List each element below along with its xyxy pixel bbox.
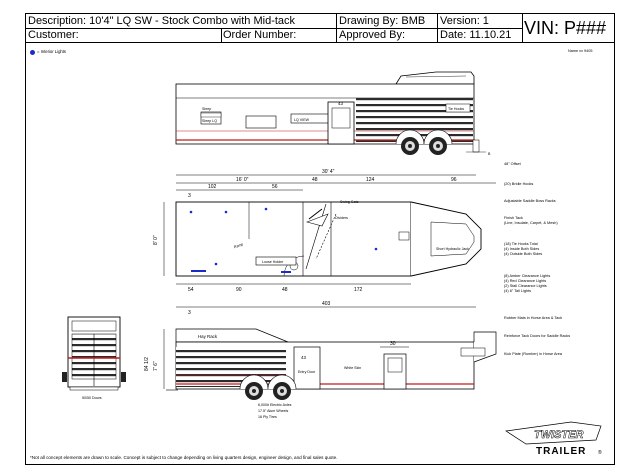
trailer-drawings — [26, 14, 616, 466]
floor-plan — [153, 169, 496, 293]
dim-section-k: 90 — [236, 287, 242, 293]
dim-side-height: 7' 6" — [153, 361, 159, 371]
reference-code: Name xx 9405 — [568, 49, 593, 53]
note-item: (4) Outside Both Sides — [504, 252, 543, 256]
wheels-label: 17.5" Alum Wheels — [258, 409, 289, 413]
version-field: Version: 1 — [440, 15, 489, 27]
dim-side-total: 403 — [322, 301, 331, 307]
dim-door: 30 — [390, 341, 396, 347]
order-number-field: Order Number: — [223, 29, 297, 41]
brand-subtitle: TRAILER — [536, 446, 587, 457]
dim-tack: 48 — [312, 177, 318, 183]
dim-nose: 96 — [451, 177, 457, 183]
tack-door-width: 43 — [301, 355, 306, 360]
note-item: 48" Offset — [504, 162, 521, 166]
note-item: (4) Red Clearance Lights — [504, 279, 547, 283]
dim-lq-length: 16' 0" — [236, 177, 249, 183]
dim-offset: 3 — [188, 193, 191, 199]
customer-field: Customer: — [28, 29, 79, 41]
note-item: (18) Tie Hooks Total — [504, 242, 538, 246]
approved-by-field: Approved By: — [339, 29, 406, 41]
note-item: (2) Stall Clearance Lights — [504, 284, 547, 288]
note-item: (Line, Insulate, Carpet, & Mesh) — [504, 221, 558, 225]
door-width-label: 43 — [338, 101, 343, 106]
dim-side-height-alt: 84 1/2 — [144, 357, 150, 371]
sleep-label: Sleep — [202, 107, 212, 111]
note-item: (20) Bridle Hooks — [504, 182, 534, 186]
white-skin-label: White Skin — [344, 366, 362, 370]
dim-width: 8' 0" — [153, 235, 159, 245]
note-item: Rubber Mats in Horse Area & Tack — [504, 316, 563, 320]
tires-label: 16 Ply Tires — [258, 415, 277, 419]
tie-hooks-label: Tie Hooks — [448, 107, 465, 111]
date-field: Date: 11.10.21 — [440, 29, 512, 41]
dim-section-e: 102 — [208, 184, 217, 190]
dim-section-m: 172 — [354, 287, 363, 293]
note-item: Finish Tack — [504, 216, 523, 220]
hydraulic-jack-label: Short Hydraulic Jack — [436, 247, 469, 251]
rear-marker-label: B — [488, 152, 491, 156]
swing-gate-label: Swing Gate — [340, 200, 359, 204]
entry-door-label: Entry Door — [298, 370, 316, 374]
dividers-label: Dividers — [335, 216, 348, 220]
sleep-lq-label: Sleep LQ — [202, 119, 217, 123]
note-item: (4) Inside Both Sides — [504, 247, 540, 251]
hay-rack-label: Hay Rack — [198, 334, 218, 339]
ramp-label: Ramp — [233, 242, 244, 250]
description-field: Description: 10'4" LQ SW - Stock Combo with Mid-tack — [28, 15, 296, 27]
dim-section-j: 54 — [188, 287, 194, 293]
dim-side-offset: 3 — [188, 310, 191, 316]
axles-label: 6,000# Electric Axles — [258, 403, 292, 407]
note-item: (8) Amber Clearance Lights — [504, 274, 551, 278]
window-label: LQ VIEW — [294, 118, 309, 122]
side-elevation-top — [176, 72, 491, 156]
note-item: Adjustable Saddle Boss Racks — [504, 199, 556, 203]
note-item: Kick Plate (Rumber) in Horse Area — [504, 352, 563, 356]
brand-wordmark: TWISTER — [534, 429, 584, 441]
brand-logo — [506, 422, 602, 457]
disclaimer: *Not all concept elements are drawn to scale. Concept is subject to change depending on living quarters design, engineer design, and final sales quote. — [30, 455, 338, 460]
drawing-sheet — [25, 13, 615, 465]
side-elevation-bottom — [144, 301, 496, 419]
dim-section-f: 56 — [272, 184, 278, 190]
dim-horse-area: 124 — [366, 177, 375, 183]
dim-total-length: 30' 4" — [322, 169, 335, 175]
note-item: (4) 6" Tail Lights — [504, 289, 532, 293]
rear-doors-label: 50/50 Doors — [82, 396, 102, 400]
rear-view — [62, 317, 126, 400]
note-item: Reinforce Tack Doors for Saddle Racks — [504, 334, 571, 338]
dim-section-l: 48 — [282, 287, 288, 293]
drawing-by-field: Drawing By: BMB — [339, 15, 426, 27]
legend-label: = Interior Lights — [37, 49, 66, 54]
brand-tm: ® — [598, 450, 602, 456]
vin-field: VIN: P### — [524, 18, 607, 38]
loose-holder-label: Loose Holder — [262, 260, 284, 264]
